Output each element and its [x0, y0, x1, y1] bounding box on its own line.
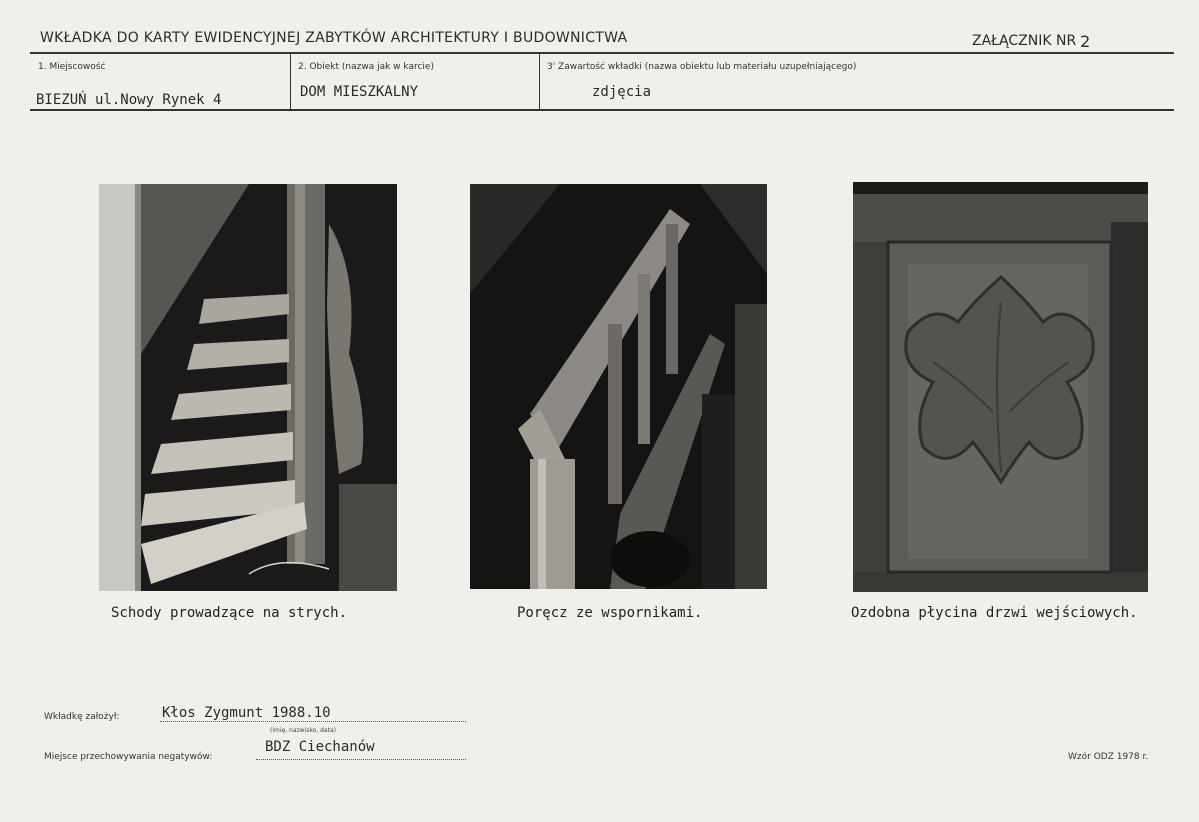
form-version: Wzór ODZ 1978 r. [1068, 752, 1149, 762]
created-by-hint: (imię, nazwisko, data) [270, 727, 336, 734]
field-divider [539, 54, 540, 109]
field-object-value: DOM MIESZKALNY [300, 84, 419, 100]
photo-door-panel [853, 182, 1148, 592]
storage-line [256, 759, 466, 760]
storage-value: BDZ Ciechanów [265, 739, 375, 755]
annex-label [972, 30, 1090, 49]
header-rule [30, 52, 1174, 54]
photo-stairs [99, 184, 397, 591]
created-by-line [160, 721, 466, 722]
field-divider [290, 54, 291, 109]
storage-label: Miejsce przechowywania negatywów: [44, 752, 213, 762]
document-title: WKŁADKA DO KARTY EWIDENCYJNEJ ZABYTKÓW ARCHITEKTURY I BUDOWNICTWA [40, 30, 628, 46]
annex-number: 2 [1080, 32, 1091, 51]
photo-stairs-caption: Schody prowadzące na strych. [111, 605, 348, 621]
photo-handrail [470, 184, 767, 589]
created-by-label: Wkładkę założył: [44, 712, 120, 722]
field-locality-label: 1. Miejscowość [38, 62, 106, 72]
field-contents-value: zdjęcia [592, 84, 652, 100]
field-locality-value: BIEZUŃ ul.Nowy Rynek 4 [36, 92, 222, 108]
created-by-value: Kłos Zygmunt 1988.10 [162, 705, 331, 721]
photo-door-panel-caption: Ozdobna płycina drzwi wejściowych. [851, 605, 1138, 621]
fields-rule [30, 109, 1174, 111]
photo-handrail-caption: Poręcz ze wspornikami. [517, 605, 703, 621]
annex-label-text: ZAŁĄCZNIK NR [972, 33, 1077, 49]
field-object-label: 2. Obiekt (nazwa jak w karcie) [298, 62, 434, 72]
field-contents-label: 3' Zawartość wkładki (nazwa obiektu lub materiału uzupełniającego) [547, 62, 857, 72]
